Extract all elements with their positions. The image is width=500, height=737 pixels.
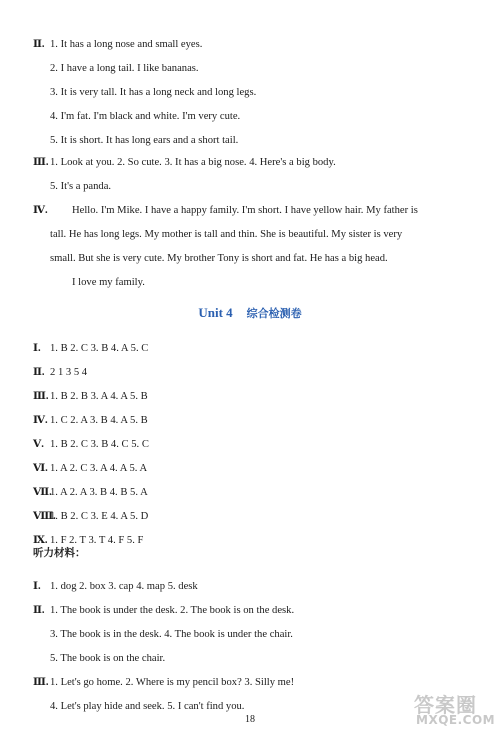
- watermark-logo: [410, 689, 496, 731]
- answer-line-8: 1. B 2. C 3. E 4. A 5. D: [50, 511, 149, 522]
- answer-number-3: Ⅲ.: [33, 391, 49, 402]
- listening-3-line-1: 1. Let's go home. 2. Where is my pencil box? 3. Silly me!: [50, 677, 295, 688]
- listening-2-line-3: 5. The book is on the chair.: [50, 653, 166, 664]
- answer-number-5: Ⅴ.: [33, 439, 44, 450]
- part-3-number: Ⅲ.: [33, 157, 49, 168]
- answer-line-6: 1. A 2. C 3. A 4. A 5. A: [50, 463, 148, 474]
- unit-title: [0, 305, 500, 321]
- part-2-line-5: 5. It is short. It has long ears and a short tail.: [50, 135, 239, 146]
- answer-line-3: 1. B 2. B 3. A 4. A 5. B: [50, 391, 148, 402]
- answer-number-2: Ⅱ.: [33, 367, 45, 378]
- answer-number-8: Ⅷ.: [33, 511, 56, 522]
- watermark-line-1: 答案圈: [414, 693, 477, 717]
- listening-1-line: 1. dog 2. box 3. cap 4. map 5. desk: [50, 581, 198, 592]
- answer-line-9: 1. F 2. T 3. T 4. F 5. F: [50, 535, 144, 546]
- part-3-line-1: 1. Look at you. 2. So cute. 3. It has a big nose. 4. Here's a big body.: [50, 157, 336, 168]
- listening-1-number: Ⅰ.: [33, 581, 41, 592]
- answer-line-4: 1. C 2. A 3. B 4. A 5. B: [50, 415, 148, 426]
- answer-line-2: 2 1 3 5 4: [50, 367, 88, 378]
- answer-number-4: Ⅳ.: [33, 415, 48, 426]
- part-4-line-3: small. But she is very cute. My brother Tony is short and fat. He has a big head.: [50, 253, 388, 264]
- listening-3-line-2: 4. Let's play hide and seek. 5. I can't find you.: [50, 701, 245, 712]
- watermark-line-2: MXQE.COM: [416, 713, 496, 727]
- answer-line-5: 1. B 2. C 3. B 4. C 5. C: [50, 439, 149, 450]
- answer-line-7: 1. A 2. A 3. B 4. B 5. A: [50, 487, 148, 498]
- part-2-line-3: 3. It is very tall. It has a long neck and long legs.: [50, 87, 257, 98]
- unit-title-en: Unit 4: [198, 305, 233, 320]
- part-2-number: Ⅱ.: [33, 39, 45, 50]
- page-number: 18: [245, 714, 255, 725]
- answer-number-7: Ⅶ.: [33, 487, 52, 498]
- listening-3-number: Ⅲ.: [33, 677, 49, 688]
- unit-title-cn: 综合检测卷: [246, 307, 302, 320]
- answer-line-1: 1. B 2. C 3. B 4. A 5. C: [50, 343, 149, 354]
- part-2-line-4: 4. I'm fat. I'm black and white. I'm very cute.: [50, 111, 241, 122]
- part-2-line-2: 2. I have a long tail. I like bananas.: [50, 63, 199, 74]
- listening-2-line-1: 1. The book is under the desk. 2. The book is on the desk.: [50, 605, 295, 616]
- listening-2-line-2: 3. The book is in the desk. 4. The book is under the chair.: [50, 629, 293, 640]
- answer-number-9: Ⅸ.: [33, 535, 48, 546]
- part-4-number: Ⅳ.: [33, 205, 48, 216]
- part-4-line-1: Hello. I'm Mike. I have a happy family. I'm short. I have yellow hair. My father is: [72, 205, 418, 216]
- part-3-line-2: 5. It's a panda.: [50, 181, 112, 192]
- part-2-line-1: 1. It has a long nose and small eyes.: [50, 39, 203, 50]
- answer-number-1: Ⅰ.: [33, 343, 41, 354]
- listening-heading: 听力材料：: [33, 547, 86, 559]
- part-4-line-4: I love my family.: [72, 277, 145, 288]
- part-4-line-2: tall. He has long legs. My mother is tall and thin. She is beautiful. My sister is very: [50, 229, 403, 240]
- answer-number-6: Ⅵ.: [33, 463, 48, 474]
- listening-2-number: Ⅱ.: [33, 605, 45, 616]
